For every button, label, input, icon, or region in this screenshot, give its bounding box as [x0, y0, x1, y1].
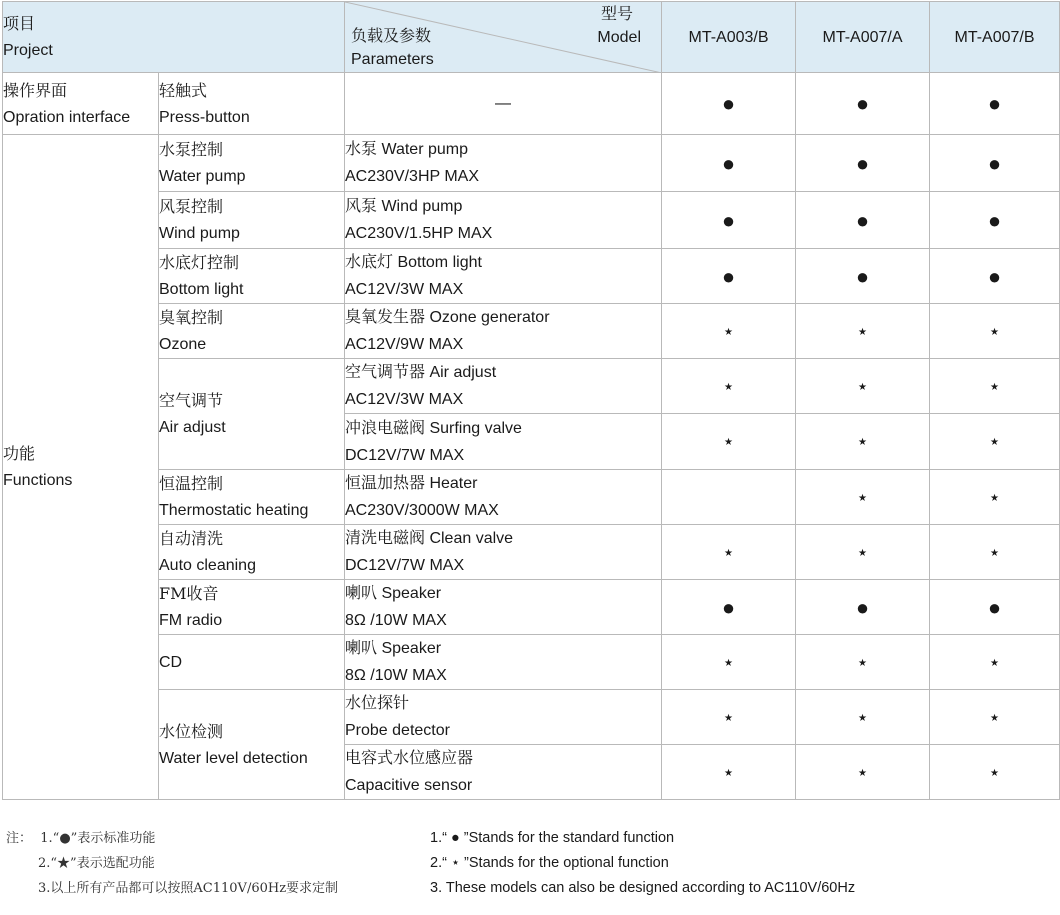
- item-cn: 水泵控制: [159, 140, 224, 159]
- param-cell: [345, 304, 662, 359]
- notes-cn: [6, 826, 338, 901]
- note-cn-3: 3.以上所有产品都可以按照AC110V/60Hz要求定制: [38, 881, 339, 896]
- standard-dot-icon: ●: [796, 192, 930, 249]
- project-header: [3, 2, 345, 73]
- table-row: [3, 690, 1060, 745]
- param-name: 喇叭 Speaker: [345, 640, 442, 657]
- param-spec: AC12V/3W MAX: [345, 281, 464, 298]
- item-cell: [159, 304, 345, 359]
- optional-star-icon: ⋆: [930, 635, 1060, 690]
- param-cell: [345, 135, 662, 192]
- standard-dot-icon: ●: [930, 192, 1060, 249]
- optional-star-icon: ⋆: [796, 635, 930, 690]
- table-row: [3, 249, 1060, 304]
- optional-star-icon: ⋆: [662, 690, 796, 745]
- param-cell: [345, 192, 662, 249]
- section-cn: 操作界面: [3, 80, 68, 100]
- standard-dot-icon: ●: [662, 192, 796, 249]
- standard-dot-icon: ●: [930, 580, 1060, 635]
- standard-dot-icon: ●: [796, 249, 930, 304]
- param-spec: DC12V/7W MAX: [345, 446, 465, 464]
- notes-en: [430, 826, 855, 901]
- standard-dot-icon: ●: [662, 249, 796, 304]
- section-cn: 功能: [3, 444, 36, 463]
- param-name: 风泵 Wind pump: [345, 198, 463, 215]
- param-cell: [345, 690, 662, 745]
- model-header: [597, 2, 641, 50]
- param-spec: AC230V/3000W MAX: [345, 502, 499, 519]
- item-cell: [159, 249, 345, 304]
- project-header-en: Project: [3, 42, 53, 59]
- table-row: [3, 580, 1060, 635]
- item-en: Wind pump: [159, 225, 240, 242]
- item-en: Thermostatic heating: [159, 502, 309, 519]
- section-functions: [3, 135, 159, 800]
- param-name: 喇叭 Speaker: [345, 585, 442, 602]
- spec-table: [2, 1, 1060, 800]
- param-cell: [345, 580, 662, 635]
- param-spec: 8Ω /10W MAX: [345, 667, 447, 684]
- model-header-en: Model: [597, 29, 641, 46]
- item-cell: [159, 580, 345, 635]
- optional-star-icon: ⋆: [930, 690, 1060, 745]
- table-row: [3, 470, 1060, 525]
- item-cell: [159, 135, 345, 192]
- optional-star-icon: ⋆: [796, 470, 930, 525]
- param-cell: [345, 359, 662, 414]
- param-name: 臭氧发生器 Ozone generator: [345, 309, 550, 326]
- section-en: Functions: [3, 472, 73, 489]
- standard-dot-icon: ●: [662, 73, 796, 135]
- table-body: [3, 73, 1060, 800]
- param-name: 冲浪电磁阀 Surfing valve: [345, 419, 522, 437]
- item-cn: 水底灯控制: [159, 253, 240, 272]
- table-row: [3, 525, 1060, 580]
- standard-dot-icon: ●: [796, 135, 930, 192]
- param-spec: 8Ω /10W MAX: [345, 612, 447, 629]
- item-cell: [159, 635, 345, 690]
- item-en: FM radio: [159, 612, 223, 629]
- item-cell: [159, 525, 345, 580]
- note-en-1: 1.“ ● ”Stands for the standard function: [430, 830, 675, 846]
- optional-star-icon: ⋆: [662, 525, 796, 580]
- param-cell: [345, 470, 662, 525]
- item-en: Ozone: [159, 336, 207, 353]
- item-en: Water level detection: [159, 749, 308, 767]
- optional-star-icon: ⋆: [662, 414, 796, 470]
- table-row: [3, 304, 1060, 359]
- item-cn: 恒温控制: [159, 474, 224, 493]
- param-name: 水泵 Water pump: [345, 141, 468, 158]
- optional-star-icon: ⋆: [930, 470, 1060, 525]
- project-header-cn: 项目: [3, 14, 36, 33]
- table-row: [3, 635, 1060, 690]
- optional-star-icon: ⋆: [930, 414, 1060, 470]
- standard-dot-icon: ●: [662, 135, 796, 192]
- optional-star-icon: ⋆: [796, 525, 930, 580]
- optional-star-icon: ⋆: [662, 359, 796, 414]
- note-en-2: 2.“ ⋆ ”Stands for the optional function: [430, 855, 669, 871]
- model-col-2: MT-A007/A: [796, 2, 930, 73]
- standard-dot-icon: ●: [662, 580, 796, 635]
- params-header-cn: 负载及参数: [351, 26, 432, 45]
- param-spec: AC230V/3HP MAX: [345, 168, 479, 185]
- item-cn: 空气调节: [159, 391, 224, 410]
- item-en: CD: [159, 653, 183, 671]
- optional-star-icon: ⋆: [662, 635, 796, 690]
- param-cell: —: [345, 73, 662, 135]
- table-row: [3, 135, 1060, 192]
- item-en: Water pump: [159, 168, 246, 185]
- item-cn: 臭氧控制: [159, 308, 224, 327]
- standard-dot-icon: ●: [796, 580, 930, 635]
- param-name: 电容式水位感应器: [345, 750, 474, 767]
- params-model-header: [345, 2, 662, 73]
- optional-star-icon: ⋆: [796, 359, 930, 414]
- item-cn: 轻触式: [159, 80, 208, 100]
- optional-star-icon: ⋆: [796, 414, 930, 470]
- param-spec: Probe detector: [345, 722, 450, 739]
- notes-label: 注：: [6, 831, 33, 846]
- param-spec: Capacitive sensor: [345, 777, 473, 794]
- param-cell: [345, 414, 662, 470]
- item-cell: [159, 192, 345, 249]
- header-row: [3, 2, 1060, 73]
- standard-dot-icon: ●: [930, 249, 1060, 304]
- section-en: Opration interface: [3, 108, 131, 126]
- note-cn-1: 注： 1.“●”表示标准功能: [6, 831, 156, 846]
- item-cell: [159, 470, 345, 525]
- param-name: 水位探针: [345, 695, 410, 712]
- standard-dot-icon: ●: [930, 73, 1060, 135]
- table-row: [3, 73, 1060, 135]
- param-cell: [345, 525, 662, 580]
- optional-star-icon: ⋆: [662, 304, 796, 359]
- optional-star-icon: ⋆: [796, 690, 930, 745]
- item-en: Bottom light: [159, 281, 244, 298]
- item-cn: 风泵控制: [159, 197, 224, 216]
- item-cn: 水位检测: [159, 721, 224, 741]
- param-spec: DC12V/7W MAX: [345, 557, 465, 574]
- param-cell: [345, 635, 662, 690]
- item-cn: FM收音: [159, 584, 219, 603]
- item-cell: [159, 73, 345, 135]
- model-col-1: MT-A003/B: [662, 2, 796, 73]
- optional-star-icon: ⋆: [796, 304, 930, 359]
- standard-dot-icon: ●: [930, 135, 1060, 192]
- model-col-3: MT-A007/B: [930, 2, 1060, 73]
- note-cn-2: 2.“★”表示选配功能: [38, 856, 155, 871]
- empty-mark: [662, 470, 796, 525]
- item-en: Auto cleaning: [159, 557, 256, 574]
- item-en: Press-button: [159, 108, 250, 126]
- item-cn: 自动清洗: [159, 529, 224, 548]
- optional-star-icon: ⋆: [662, 745, 796, 800]
- item-cell: [159, 690, 345, 800]
- table-row: [3, 192, 1060, 249]
- item-cell: [159, 359, 345, 470]
- standard-dot-icon: ●: [796, 73, 930, 135]
- optional-star-icon: ⋆: [930, 525, 1060, 580]
- optional-star-icon: ⋆: [930, 359, 1060, 414]
- table-row: [3, 359, 1060, 414]
- note-en-3: 3. These models can also be designed according to AC110V/60Hz: [430, 880, 856, 896]
- params-header-en: Parameters: [351, 51, 434, 68]
- optional-star-icon: ⋆: [930, 745, 1060, 800]
- item-en: Air adjust: [159, 419, 226, 436]
- param-name: 清洗电磁阀 Clean valve: [345, 530, 514, 547]
- param-name: 恒温加热器 Heater: [345, 475, 478, 492]
- params-header: [351, 24, 434, 72]
- param-spec: AC12V/3W MAX: [345, 391, 464, 408]
- param-cell: [345, 249, 662, 304]
- param-spec: AC12V/9W MAX: [345, 336, 464, 353]
- param-name: 空气调节器 Air adjust: [345, 364, 497, 381]
- optional-star-icon: ⋆: [930, 304, 1060, 359]
- optional-star-icon: ⋆: [796, 745, 930, 800]
- param-spec: AC230V/1.5HP MAX: [345, 225, 493, 242]
- param-cell: [345, 745, 662, 800]
- model-header-cn: 型号: [600, 4, 633, 23]
- section-operation: [3, 73, 159, 135]
- param-name: 水底灯 Bottom light: [345, 254, 482, 271]
